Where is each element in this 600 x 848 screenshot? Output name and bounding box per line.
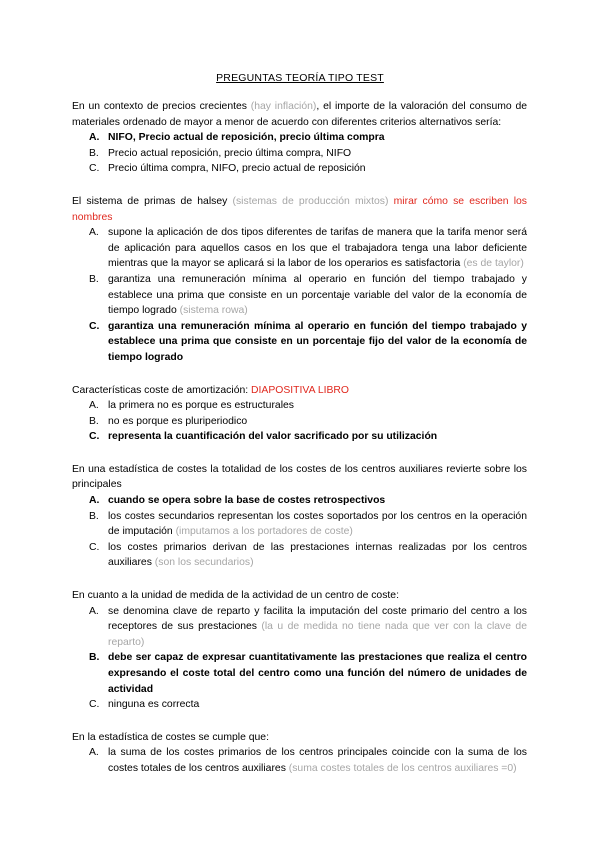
- question-3-text: [72, 383, 527, 399]
- option-letter: B.: [89, 415, 99, 427]
- option-letter: A.: [89, 747, 99, 759]
- options-list: [72, 604, 527, 713]
- option-letter: A.: [89, 227, 99, 239]
- option-letter: B.: [89, 510, 99, 522]
- options-list: [72, 493, 527, 571]
- option-body: [108, 509, 527, 540]
- question-1: [72, 99, 527, 177]
- option-text: no es porque es pluriperiodico: [108, 415, 248, 427]
- option-b: [72, 414, 527, 430]
- option-text: representa la cuantificación del valor sacrificado por su utilización: [108, 431, 438, 443]
- options-list: [72, 130, 527, 177]
- option-letter: A.: [89, 605, 99, 617]
- option-b: [72, 146, 527, 162]
- option-letter: B.: [89, 652, 100, 664]
- option-text: la suma de los costes primarios de los centros principales coincide con la suma de los costes totales de los centros auxiliares: [108, 747, 527, 774]
- option-c: [72, 161, 527, 177]
- option-text: debe ser capaz de expresar cuantitativamente las prestaciones que realiza el centro expresando el coste total del centro como una función del número de unidades de actividad: [108, 652, 527, 695]
- option-b: [72, 272, 527, 319]
- option-letter: C.: [89, 541, 100, 553]
- question-text: En la estadística de costes se cumple que:: [72, 731, 269, 743]
- question-6-text: [72, 730, 527, 746]
- question-text: El sistema de primas de halsey: [72, 195, 228, 207]
- option-body: [108, 272, 527, 319]
- question-note: (hay inflación): [250, 101, 317, 112]
- question-list: [72, 99, 527, 794]
- option-c: [72, 697, 527, 713]
- option-c: [72, 540, 527, 571]
- question-text: En un contexto de precios crecientes: [72, 101, 247, 112]
- option-text: Precio actual reposición, precio última compra, NIFO: [108, 147, 352, 159]
- option-a: [72, 130, 527, 146]
- options-list: [72, 745, 527, 776]
- option-letter: A.: [89, 495, 100, 507]
- option-text: cuando se opera sobre la base de costes retrospectivos: [108, 495, 386, 507]
- option-letter: B.: [89, 273, 99, 285]
- option-note: (imputamos a los portadores de coste): [175, 526, 353, 538]
- question-4-text: [72, 462, 527, 493]
- option-note: (es de taylor): [463, 258, 524, 270]
- question-5: [72, 588, 527, 713]
- question-1-text: [72, 99, 527, 130]
- option-letter: C.: [89, 699, 100, 711]
- option-text: los costes secundarios representan los costes soportados por los centros en la operación de imputación: [108, 510, 527, 538]
- option-body: [108, 604, 527, 651]
- option-c: [72, 429, 527, 445]
- option-letter: C.: [89, 320, 100, 332]
- option-letter: C.: [89, 431, 100, 443]
- option-note: (la u de medida no tiene nada que ver con la clave de reparto): [108, 621, 527, 648]
- option-text: supone la aplicación de dos tipos diferentes de tarifas de manera que la tarifa menor será de aplicación para aquellos casos en los que el trabajadora tenga una labor deficiente mientras que la mayor se aplicará si la labor de los operarios es satisfactoria: [108, 227, 527, 270]
- option-text: Precio última compra, NIFO, precio actual de reposición: [108, 163, 366, 175]
- question-text: En cuanto a la unidad de medida de la actividad de un centro de coste:: [72, 590, 399, 602]
- option-letter: A.: [89, 400, 99, 412]
- question-highlight: DIAPOSITIVA LIBRO: [251, 384, 350, 396]
- option-note: (son los secundarios): [154, 557, 254, 569]
- options-list: [72, 225, 527, 365]
- question-highlight: mirar cómo se escriben los nombres: [72, 195, 528, 223]
- option-note: (suma costes totales de los centros auxiliares =0): [288, 762, 517, 774]
- option-body: [108, 225, 527, 272]
- option-body: [108, 745, 527, 776]
- option-letter: C.: [89, 163, 100, 175]
- option-text: se denomina clave de reparto y facilita la imputación del coste primario del centro a los receptores de sus prestaciones: [108, 605, 527, 633]
- option-text: ninguna es correcta: [108, 699, 200, 711]
- option-text: garantiza una remuneración mínima al operario en función del tiempo trabajado y establece una prima que consiste en un porcentaje fijo del valor de la economía de tiempo logrado: [108, 320, 527, 363]
- option-text: garantiza una remuneración mínima al operario en función del tiempo trabajado y establece una prima que consiste en un porcentaje variable del valor de la economía de tiempo logrado: [108, 273, 527, 317]
- option-b: [72, 650, 527, 697]
- question-text-continued: , el importe de la valoración del consumo de materiales ordenado de mayor a menor de acuerdo con diferentes criterios alternativos sería:: [72, 101, 528, 128]
- option-a: [72, 493, 527, 509]
- option-a: [72, 604, 527, 651]
- option-c: [72, 319, 527, 366]
- option-a: [72, 225, 527, 272]
- options-list: [72, 398, 527, 445]
- question-2-text: [72, 194, 527, 225]
- question-6: [72, 730, 527, 777]
- option-note: (sistema rowa): [179, 305, 248, 317]
- question-text: En una estadística de costes la totalidad de los costes de los centros auxiliares revierte sobre los principales: [72, 463, 527, 491]
- option-body: [108, 540, 527, 571]
- question-3: [72, 383, 527, 445]
- question-5-text: [72, 588, 527, 604]
- option-letter: B.: [89, 147, 99, 159]
- option-text: los costes primarios derivan de las prestaciones internas realizadas por los centros auxiliares: [108, 541, 527, 569]
- option-text: la primera no es porque es estructurales: [108, 400, 294, 412]
- page-title: PREGUNTAS TEORÍA TIPO TEST: [216, 72, 384, 84]
- question-text: Características coste de amortización:: [72, 384, 249, 396]
- question-note: (sistemas de producción mixtos): [232, 195, 389, 207]
- option-text: NIFO, Precio actual de reposición, precio última compra: [108, 132, 385, 144]
- option-a: [72, 398, 527, 414]
- option-a: [72, 745, 527, 776]
- option-b: [72, 509, 527, 540]
- question-4: [72, 462, 527, 571]
- option-letter: A.: [89, 132, 100, 144]
- question-2: [72, 194, 527, 366]
